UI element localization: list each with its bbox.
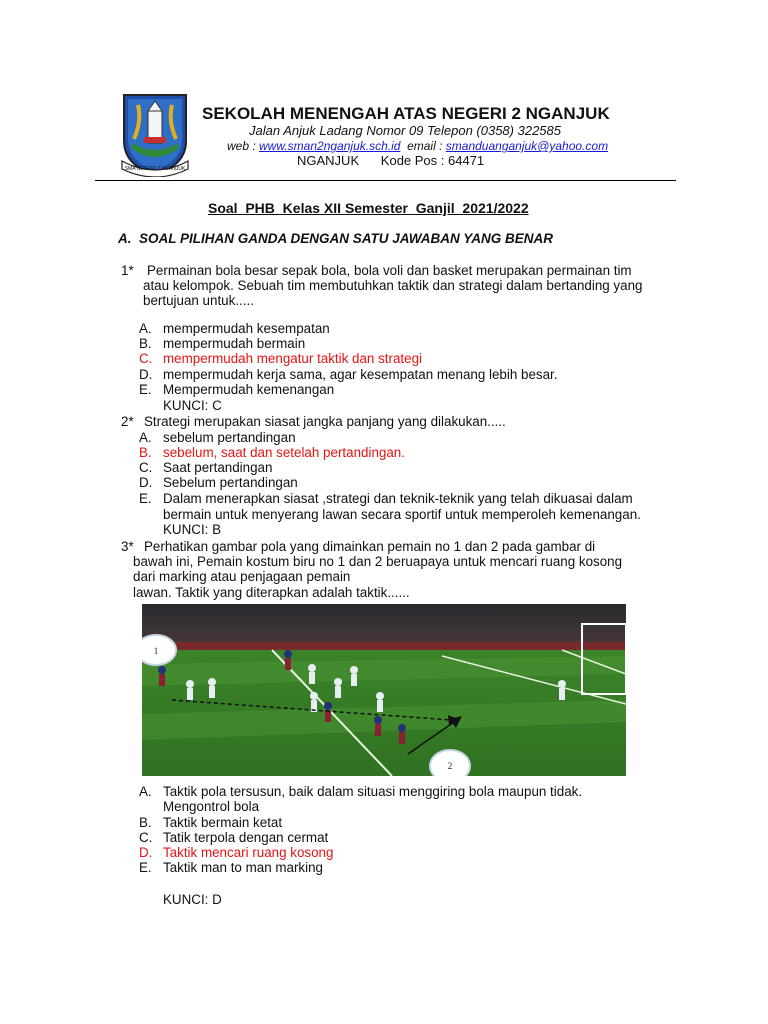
section-heading: A. SOAL PILIHAN GANDA DENGAN SATU JAWABAN YANG BENAR xyxy=(118,231,554,246)
q3-option-a-cont: Mengontrol bola xyxy=(163,799,260,814)
question-3-line-4: lawan. Taktik yang diterapkan adalah taktik...... xyxy=(133,585,410,600)
player-2-label: 2 xyxy=(447,761,453,771)
q3-option-c[interactable]: C. Tatik terpola dengan cermat xyxy=(139,830,329,845)
q2-answer-key: KUNCI: B xyxy=(163,522,222,537)
q3-option-d-correct[interactable]: D. Taktik mencari ruang kosong xyxy=(139,845,334,860)
q3-option-a[interactable]: A. Taktik pola tersusun, baik dalam situasi menggiring bola maupun tidak. xyxy=(139,784,583,799)
q2-option-e-cont: bermain untuk menyerang lawan secara sportif untuk memperoleh kemenangan. xyxy=(163,507,641,522)
q1-option-a[interactable]: A. mempermudah kesempatan xyxy=(139,321,330,336)
exam-title: Soal PHB Kelas XII Semester Ganjil 2021/2022 xyxy=(208,200,529,216)
q1-option-c-correct[interactable]: C. mempermudah mengatur taktik dan strategi xyxy=(139,351,423,366)
question-2-number: 2* xyxy=(121,414,134,429)
q2-option-c[interactable]: C. Saat pertandingan xyxy=(139,460,273,475)
web-label: web : xyxy=(227,139,260,153)
question-3-line-2: bawah ini, Pemain kostum biru no 1 dan 2 beruapaya untuk mencari ruang kosong xyxy=(133,554,623,569)
question-1-line-1: Permainan bola besar sepak bola, bola voli dan basket merupakan permainan tim xyxy=(147,263,632,278)
school-logo xyxy=(118,91,192,177)
school-address: Jalan Anjuk Ladang Nomor 09 Telepon (0358) 322585 xyxy=(249,123,561,138)
q2-option-d[interactable]: D. Sebelum pertandingan xyxy=(139,475,298,490)
q2-option-a[interactable]: A. sebelum pertandingan xyxy=(139,430,296,445)
q2-option-e[interactable]: E. Dalam menerapkan siasat ,strategi dan teknik-teknik yang telah dikuasai dalam xyxy=(139,491,633,506)
header-divider xyxy=(95,180,676,181)
q3-option-b[interactable]: B. Taktik bermain ketat xyxy=(139,815,283,830)
logo-ribbon-text: SMA NEGERI 2 NGANJUK xyxy=(124,166,186,172)
question-2-line-1: Strategi merupakan siasat jangka panjang yang dilakukan..... xyxy=(144,414,506,429)
question-3-line-1: Perhatikan gambar pola yang dimainkan pemain no 1 dan 2 pada gambar di xyxy=(144,539,596,554)
player-1-label: 1 xyxy=(153,646,159,656)
q1-answer-key: KUNCI: C xyxy=(163,398,222,413)
q1-option-b[interactable]: B. mempermudah bermain xyxy=(139,336,306,351)
question-1-number: 1* xyxy=(121,263,134,278)
question-3-line-3: dari marking atau penjagaan pemain xyxy=(133,569,351,584)
school-name: SEKOLAH MENENGAH ATAS NEGERI 2 NGANJUK xyxy=(202,104,610,123)
city-postcode: NGANJUK Kode Pos : 64471 xyxy=(297,153,485,168)
web-email-line xyxy=(227,139,608,153)
question-3-number: 3* xyxy=(121,539,134,554)
email-link[interactable]: smanduanganjuk@yahoo.com xyxy=(445,139,609,153)
question-1-line-3: bertujuan untuk..... xyxy=(143,293,254,308)
question-1-line-2: atau kelompok. Sebuah tim membutuhkan taktik dan strategi dalam bertanding yang xyxy=(143,278,643,293)
email-label: email : xyxy=(400,139,446,153)
q1-option-d[interactable]: D. mempermudah kerja sama, agar kesempatan menang lebih besar. xyxy=(139,367,558,382)
q1-option-e[interactable]: E. Mempermudah kemenangan xyxy=(139,382,335,397)
q3-option-e[interactable]: E. Taktik man to man marking xyxy=(139,860,324,875)
q3-answer-key: KUNCI: D xyxy=(163,892,222,907)
football-field-photo xyxy=(142,604,626,776)
web-link[interactable]: www.sman2nganjuk.sch.id xyxy=(259,139,401,153)
q2-option-b-correct[interactable]: B. sebelum, saat dan setelah pertandingan. xyxy=(139,445,405,460)
